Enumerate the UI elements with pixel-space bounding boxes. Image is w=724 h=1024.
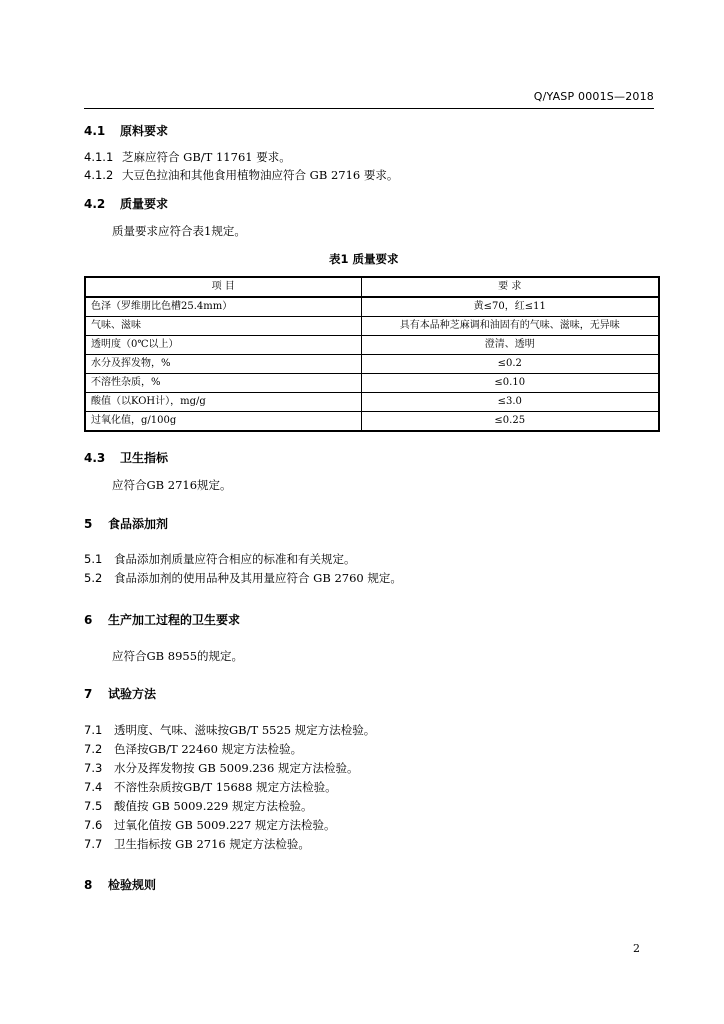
clause-number: 5.2 [84,571,103,585]
clause-7-5 [84,798,312,814]
section-title: 检验规则 [108,878,157,892]
clause-text: 大豆色拉油和其他食用植物油应符合 GB 2716 要求。 [122,168,399,182]
page-number: 2 [633,942,640,955]
clause-text: 卫生指标按 GB 2716 规定方法检验。 [114,837,310,851]
section-number: 4.1 [84,124,106,138]
quality-requirements-table [84,276,660,432]
row-item: 色泽（罗维朋比色槽25.4mm） [85,297,361,317]
row-requirement: ≤0.10 [361,374,659,393]
clause-number: 7.3 [84,761,103,775]
clause-number: 4.1.1 [84,150,114,164]
row-requirement: ≤3.0 [361,393,659,412]
clause-5-1 [84,551,356,567]
clause-text: 水分及挥发物按 GB 5009.236 规定方法检验。 [114,761,359,775]
row-requirement: ≤0.25 [361,412,659,432]
section-7-heading [84,685,156,702]
section-4-1-heading [84,122,168,139]
clause-7-7 [84,836,310,852]
section-4-2-text: 质量要求应符合表1规定。 [112,224,246,238]
clause-number: 7.2 [84,742,103,756]
section-8-heading [84,876,156,893]
clause-text: 不溶性杂质按GB/T 15688 规定方法检验。 [114,780,337,794]
clause-4-1-2 [84,167,398,183]
clause-text: 透明度、气味、滋味按GB/T 5525 规定方法检验。 [114,723,376,737]
section-number: 4.3 [84,451,106,465]
row-requirement: 澄清、透明 [361,336,659,355]
table-row [85,355,659,374]
row-item: 水分及挥发物，% [85,355,361,374]
row-item: 气味、滋味 [85,317,361,336]
row-item: 酸值（以KOH计），mg/g [85,393,361,412]
clause-text: 酸值按 GB 5009.229 规定方法检验。 [114,799,313,813]
header-item: 项 目 [85,277,361,297]
clause-4-1-1 [84,149,291,165]
header-requirement: 要 求 [361,277,659,297]
table-header-row [85,277,659,297]
table-row [85,336,659,355]
clause-text: 芝麻应符合 GB/T 11761 要求。 [122,150,291,164]
section-title: 质量要求 [120,197,169,211]
clause-number: 5.1 [84,552,103,566]
section-title: 生产加工过程的卫生要求 [108,613,241,627]
section-number: 7 [84,687,93,701]
clause-number: 4.1.2 [84,168,114,182]
clause-number: 7.7 [84,837,103,851]
section-number: 6 [84,613,93,627]
row-item: 透明度（0℃以上） [85,336,361,355]
row-requirement: ≤0.2 [361,355,659,374]
table-row [85,393,659,412]
section-4-2-heading [84,195,168,212]
document-code-header: Q/YASP 0001S—2018 [533,90,654,103]
clause-7-6 [84,817,335,833]
clause-7-2 [84,741,302,757]
section-title: 食品添加剂 [108,517,169,531]
clause-text: 过氧化值按 GB 5009.227 规定方法检验。 [114,818,336,832]
row-requirement: 具有本品种芝麻调和油固有的气味、滋味，无异味 [361,317,659,336]
section-number: 4.2 [84,197,106,211]
section-title: 卫生指标 [120,451,169,465]
section-title: 试验方法 [108,687,157,701]
section-4-3-text: 应符合GB 2716规定。 [112,478,232,492]
section-number: 5 [84,517,93,531]
table-row [85,412,659,432]
section-4-3-heading [84,449,168,466]
row-requirement: 黄≤70，红≤11 [361,297,659,317]
clause-7-1 [84,722,375,738]
header-rule [84,108,654,109]
row-item: 过氧化值，g/100g [85,412,361,432]
row-item: 不溶性杂质，% [85,374,361,393]
table-row [85,317,659,336]
clause-number: 7.6 [84,818,103,832]
clause-7-3 [84,760,358,776]
clause-text: 色泽按GB/T 22460 规定方法检验。 [114,742,303,756]
table-row [85,374,659,393]
clause-number: 7.4 [84,780,103,794]
clause-text: 食品添加剂的使用品种及其用量应符合 GB 2760 规定。 [114,571,402,585]
section-title: 原料要求 [120,124,169,138]
clause-7-4 [84,779,337,795]
table-caption: 表1 质量要求 [329,252,399,266]
section-6-heading [84,611,240,628]
clause-5-2 [84,570,402,586]
section-5-heading [84,515,168,532]
section-number: 8 [84,878,93,892]
clause-number: 7.1 [84,723,103,737]
clause-text: 食品添加剂质量应符合相应的标准和有关规定。 [114,552,356,566]
clause-number: 7.5 [84,799,103,813]
section-6-text: 应符合GB 8955的规定。 [112,649,244,663]
table-row [85,297,659,317]
